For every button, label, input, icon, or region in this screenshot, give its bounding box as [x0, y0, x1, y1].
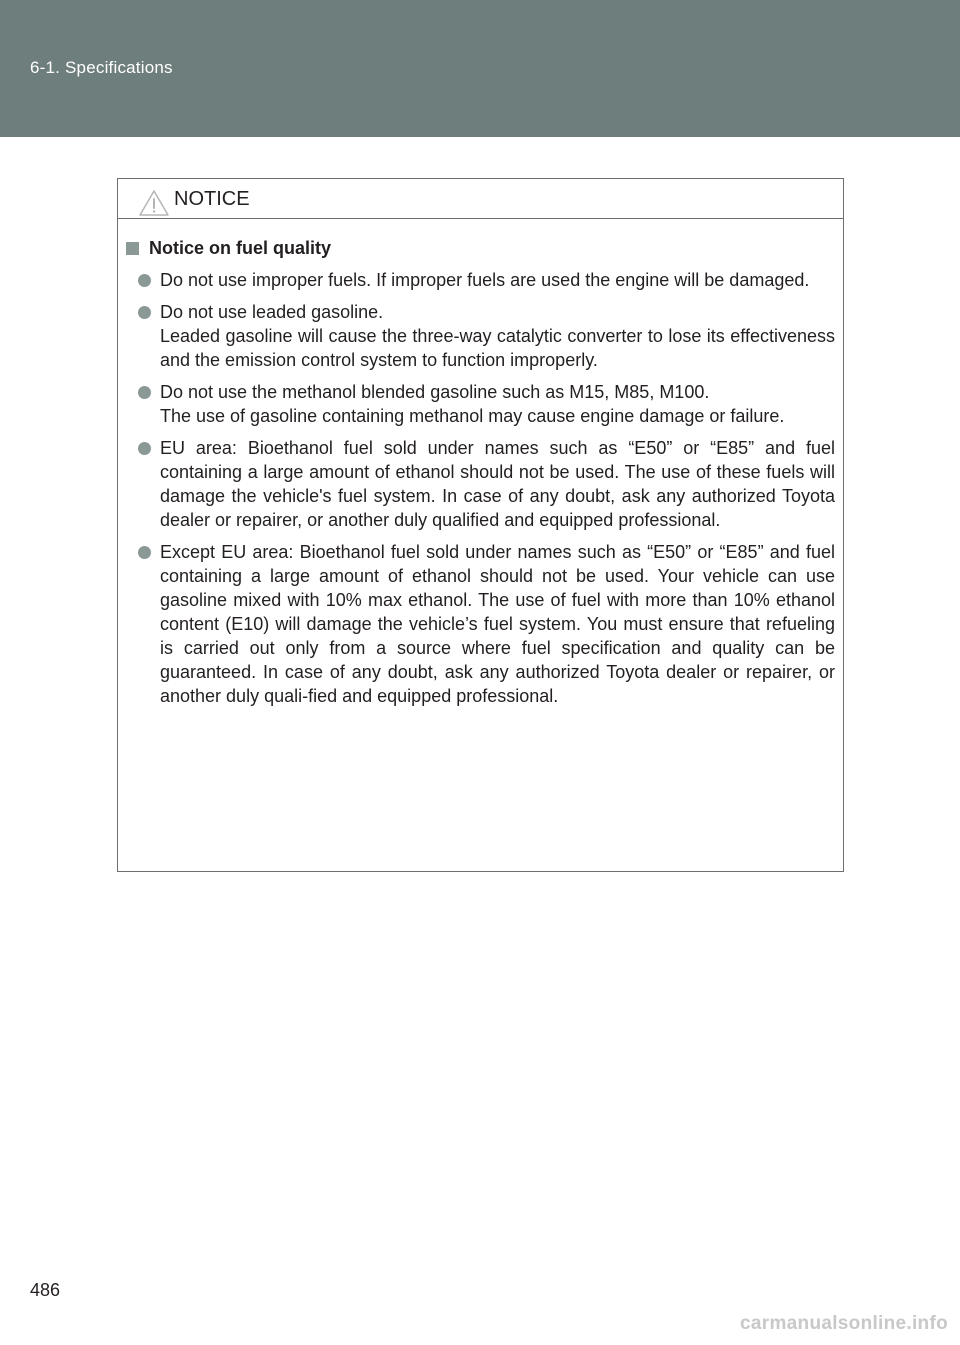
list-item [126, 268, 835, 292]
notice-title: NOTICE [174, 188, 250, 210]
notice-body [118, 219, 843, 708]
list-item-text: Do not use leaded gasoline. [160, 302, 384, 322]
list-item-text: Leaded gasoline will cause the three-way catalytic converter to lose its effectiveness and the emission control system to function improperly. [160, 326, 835, 370]
circle-bullet-icon [138, 442, 151, 455]
header-band [0, 0, 960, 137]
list-item-text: EU area: Bioethanol fuel sold under names such as “E50” or “E85” and fuel containing a large amount of ethanol should not be used. The use of these fuels will damage the vehicle's fuel system. In case of any doubt, ask any authorized Toyota dealer or repairer, or another duly qualified and equipped professional. [160, 438, 835, 530]
list-item-text: Do not use improper fuels. If improper fuels are used the engine will be damaged. [160, 270, 810, 290]
list-item [126, 300, 835, 372]
list-item-text: The use of gasoline containing methanol may cause engine damage or failure. [160, 406, 785, 426]
list-item-text: Except EU area: Bioethanol fuel sold under names such as “E50” or “E85” and fuel containing a large amount of ethanol should not be used. Your vehicle can use gasoline mixed with 10% max ethanol. The use of fuel with more than 10% ethanol content (E10) will damage the vehicle’s fuel system. You must ensure that refueling is carried out only from a source where fuel specification and quality can be guaranteed. In case of any doubt, ask any authorized Toyota dealer or repairer, or another duly quali-fied and equipped professional. [160, 542, 835, 706]
subheading-text: Notice on fuel quality [149, 238, 332, 258]
list-item [126, 380, 835, 428]
circle-bullet-icon [138, 274, 151, 287]
circle-bullet-icon [138, 386, 151, 399]
circle-bullet-icon [138, 306, 151, 319]
list-item [126, 436, 835, 532]
notice-subheading [126, 236, 835, 260]
page-number: 486 [30, 1280, 61, 1300]
warning-triangle-icon [138, 189, 170, 217]
watermark: carmanualsonline.info [740, 1313, 948, 1334]
list-item-text: Do not use the methanol blended gasoline such as M15, M85, M100. [160, 382, 710, 402]
notice-box [117, 178, 844, 872]
section-title: 6-1. Specifications [30, 58, 173, 77]
notice-header [118, 179, 843, 219]
list-item [126, 540, 835, 708]
square-bullet-icon [126, 242, 139, 255]
circle-bullet-icon [138, 546, 151, 559]
